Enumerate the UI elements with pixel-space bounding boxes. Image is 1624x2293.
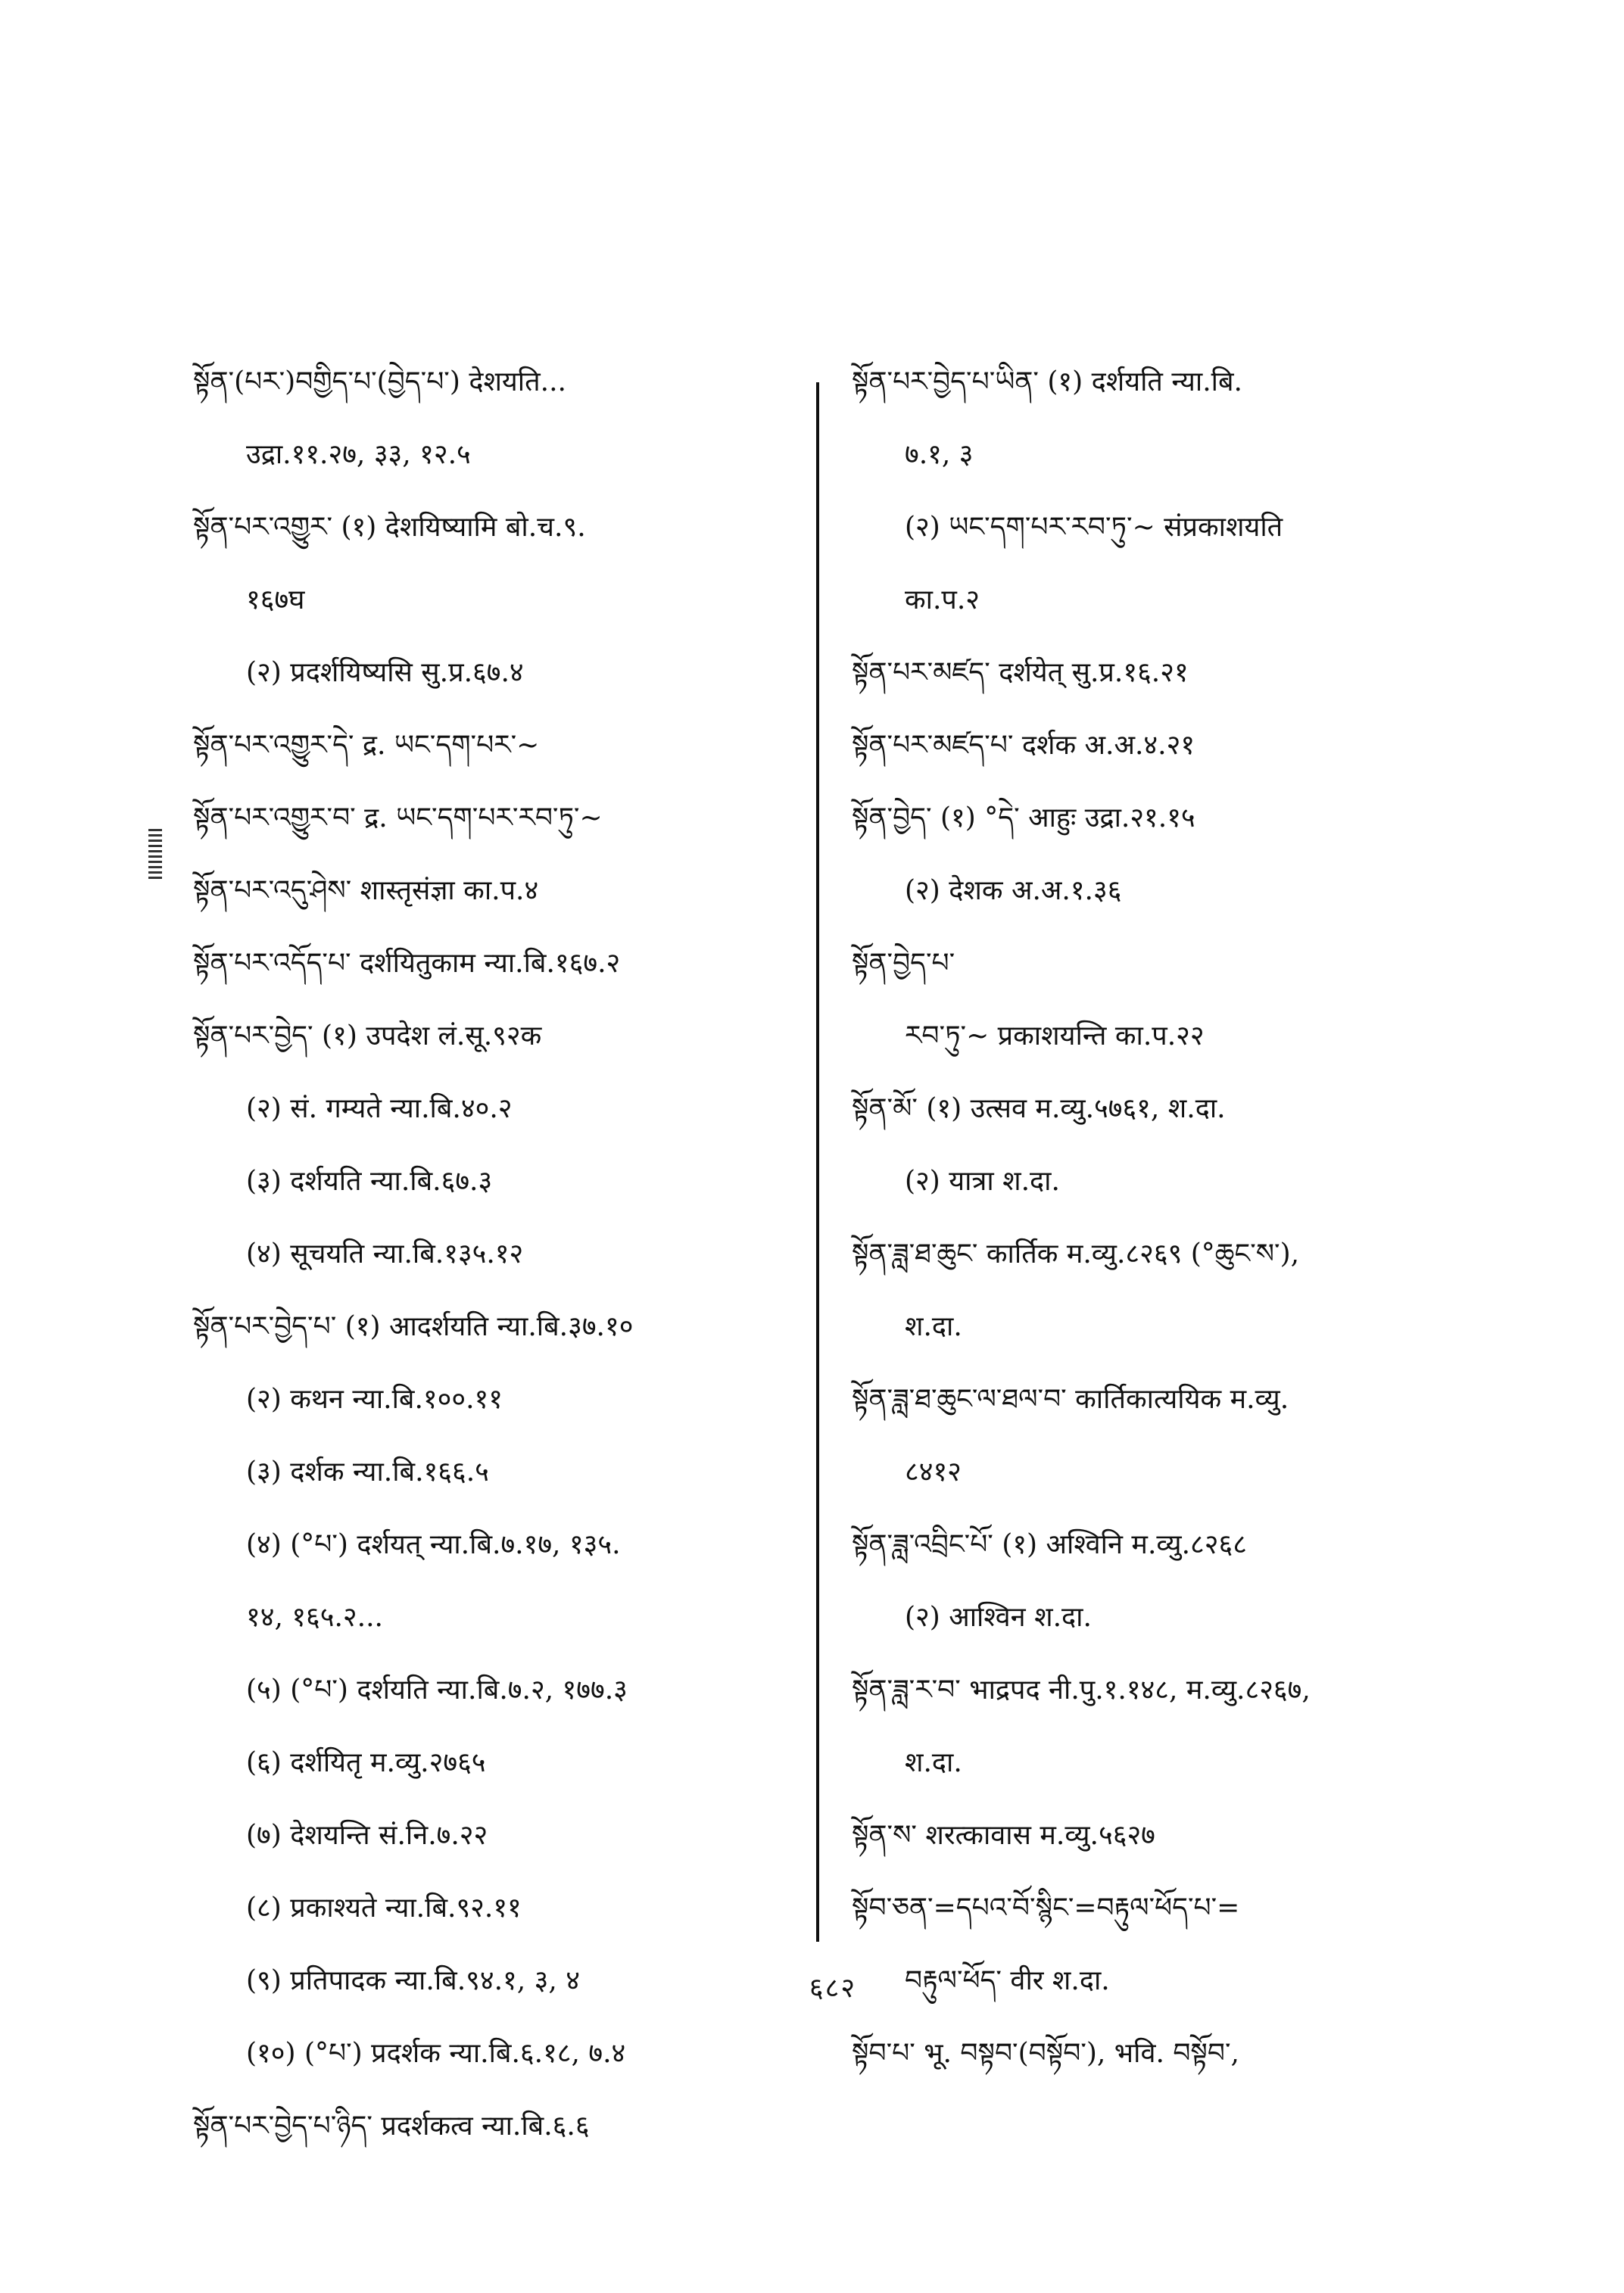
entry-sense: (२) सं. गम्यते न्या.बि.४०.२ bbox=[246, 1093, 513, 1124]
entry-sense: (२) कथन न्या.बि.१००.११ bbox=[246, 1384, 503, 1415]
entry-sense: (३) दर्शक न्या.बि.१६६.५ bbox=[246, 1456, 489, 1488]
entry-sense: (३) दर्शयति न्या.बि.६७.३ bbox=[246, 1166, 493, 1197]
entry-continuation: ७.१, ३ bbox=[905, 439, 974, 470]
entry-line: སྟོན་ཟླ་ཐ་ཆུང་ལ་ཐལ་བ་ कार्तिकात्ययिक म.व्यु. bbox=[852, 1384, 1289, 1415]
entry-line: སྟོན་པར་བྱེད་པ་ཉིད་ प्रदर्शकत्व न्या.बि.६.६ bbox=[193, 2111, 590, 2142]
entry-sense: (२) ཡང་དག་པར་རབ་ཏུ་~ संप्रकाशयति bbox=[905, 512, 1283, 543]
entry-sense: (२) प्रदर्शयिष्यसि सु.प्र.६७.४ bbox=[246, 657, 524, 688]
entry-line: སྟོན་པར་འགྱུར་ (१) देशयिष्यामि बो.च.९. bbox=[193, 512, 586, 543]
entry-continuation: श.दा. bbox=[905, 1311, 962, 1342]
column-divider bbox=[816, 382, 819, 1942]
entry-line: སྟོན་ས་ शरत्कावास म.व्यु.५६२७ bbox=[852, 1820, 1155, 1851]
entry-sense: (७) देशयन्ति सं.नि.७.२२ bbox=[246, 1820, 488, 1851]
entry-continuation: १४, १६५.२... bbox=[246, 1602, 383, 1633]
entry-line: སྟོན་མོ་ (१) उत्सव म.व्यु.५७६१, श.दा. bbox=[852, 1093, 1226, 1124]
entry-sense: (८) प्रकाश्यते न्या.बि.९२.११ bbox=[246, 1893, 522, 1924]
entry-continuation: ८४१२ bbox=[905, 1456, 962, 1488]
entry-line: སྟོན་པར་བྱེད་ (१) उपदेश लं.सू.९२क bbox=[193, 1020, 542, 1051]
entry-sense: (२) यात्रा श.दा. bbox=[905, 1166, 1060, 1197]
entry-line: སྟོན་བྱེད་པ་ bbox=[852, 948, 955, 979]
entry-line: སྟོབ་ཅན་=དཔའ་བོ་སྙིང་=བརྟུལ་ཕོད་པ་= bbox=[852, 1893, 1240, 1924]
entry-line: སྟོན་ཟླ་འབྲིང་པོ་ (१) अश्विनि म.व्यु.८२६८ bbox=[852, 1529, 1247, 1560]
entry-sense: (६) दर्शयितृ म.व्यु.२७६५ bbox=[246, 1747, 486, 1778]
entry-line: སྟོན་པར་བྱེད་པ་ (१) आदर्शयति न्या.बि.३७.१० bbox=[193, 1311, 634, 1342]
entry-line: སྟོན་ཟླ་ར་བ་ भाद्रपद नी.पु.१.१४८, म.व्यु.८२६७, bbox=[852, 1675, 1311, 1706]
entry-sense: (४) सूचयति न्या.बि.१३५.१२ bbox=[246, 1238, 524, 1270]
entry-sense: (५) (°པ་) दर्शयति न्या.बि.७.२, १७७.३ bbox=[246, 1675, 628, 1706]
page-number: ६८२ bbox=[809, 1973, 857, 2004]
entry-continuation: उद्रा.११.२७, ३३, १२.५ bbox=[246, 439, 471, 470]
entry-continuation: का.प.२ bbox=[905, 584, 980, 615]
entry-line: སྟོན་པར་འགྱུར་བ་ द्र. ཡང་དག་པར་རབ་ཏུ་~ bbox=[193, 802, 603, 833]
entry-continuation: श.दा. bbox=[905, 1747, 962, 1778]
entry-sense: (९) प्रतिपादक न्या.बि.९४.१, ३, ४ bbox=[246, 1965, 580, 1996]
entry-line: སྟོན་པར་བྱེད་པ་ཡིན་ (१) दर्शयति न्या.बि. bbox=[852, 366, 1242, 397]
entry-line: སྟོན་པར་འགྱུར་དེ་ द्र. ཡང་དག་པར་~ bbox=[193, 730, 540, 761]
entry-sense: (२) आश्विन श.दा. bbox=[905, 1602, 1092, 1633]
entry-line: སྟོན་པར་འདུ་ཤེས་ शास्तृसंज्ञा का.प.४ bbox=[193, 875, 539, 906]
right-column bbox=[852, 363, 1465, 2108]
entry-continuation: १६७घ bbox=[246, 584, 305, 615]
entry-line: སྟོན་(པར་)བགྱིད་པ་(བྱེད་པ་) देशयति... bbox=[193, 366, 566, 397]
entry-continuation: བརྟུལ་ཕོད་ वीर श.दा. bbox=[905, 1965, 1110, 1996]
left-column bbox=[193, 363, 799, 2180]
entry-line: སྟོན་པར་འདོད་པ་ दर्शयितुकाम न्या.बि.१६७.२ bbox=[193, 948, 621, 979]
entry-line: སྟོན་ཟླ་ཐ་ཆུང་ कार्तिक म.व्यु.८२६९ (°ཆུང་ས་), bbox=[852, 1238, 1300, 1270]
entry-line: སྟོན་བྱེད་ (१) °དེ་ आहुः उद्रा.२१.१५ bbox=[852, 802, 1195, 833]
entry-line: སྟོན་པར་མཛད་ दर्शयेत् सु.प्र.१६.२१ bbox=[852, 657, 1189, 688]
entry-sense: (१०) (°པ་) प्रदर्शक न्या.बि.६.१८, ७.४ bbox=[246, 2038, 626, 2069]
entry-line: སྟོན་པར་མཛད་པ་ दर्शक अ.अ.४.२१ bbox=[852, 730, 1195, 761]
entry-sense: (४) (°པ་) दर्शयत् न्या.बि.७.१७, १३५. bbox=[246, 1529, 621, 1560]
entry-line: སྟོབ་པ་ भू. བསྟབ་(བསྟོབ་), भवि. བསྟོབ་, bbox=[852, 2038, 1240, 2069]
entry-sense: རབ་ཏུ་~ प्रकाशयन्ति का.प.२२ bbox=[905, 1020, 1205, 1051]
entry-sense: (२) देशक अ.अ.१.३६ bbox=[905, 875, 1122, 906]
margin-mark bbox=[148, 829, 162, 882]
